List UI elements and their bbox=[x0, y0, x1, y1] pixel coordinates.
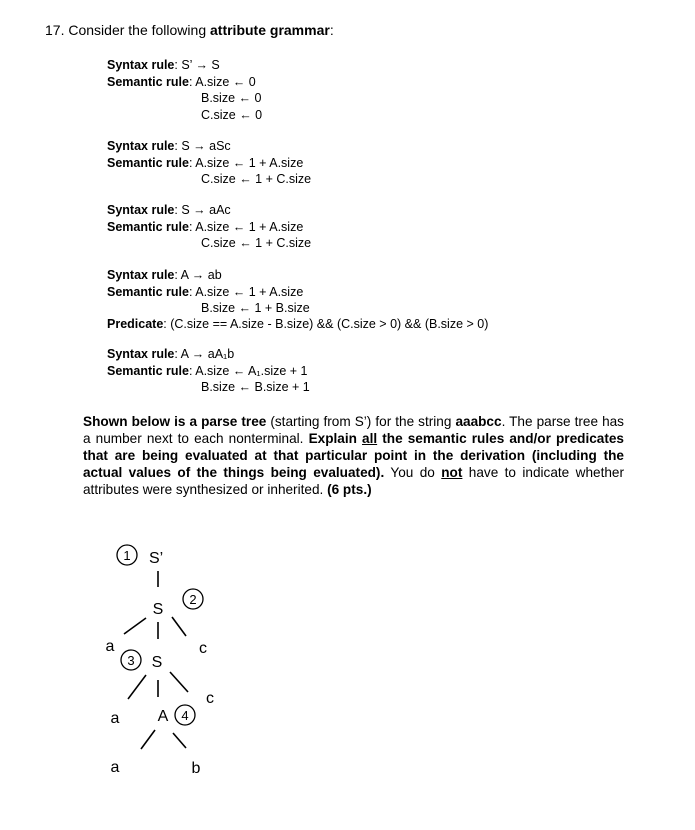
syntax-rule: : S’ → S bbox=[174, 58, 220, 72]
semantic-rule: : A.size ← 0 bbox=[188, 74, 256, 89]
syntax-label: Syntax rule bbox=[107, 203, 175, 217]
edge-s2-c1 bbox=[172, 617, 186, 636]
syntax-label: Syntax rule bbox=[107, 58, 175, 72]
para-text-4: . The parse tree has a number next to each nonterminal. bbox=[83, 414, 624, 446]
semantic-rule-continuation: B.size ← 0 bbox=[201, 91, 262, 105]
node-root-s-prime: S’ bbox=[149, 550, 164, 567]
para-points: (6 pts.) bbox=[327, 482, 372, 497]
edge-s2-a1 bbox=[124, 618, 146, 634]
question-intro: Consider the following bbox=[68, 22, 207, 38]
syntax-rule: : A → aA₁b bbox=[174, 347, 235, 361]
para-text-10: have to indicate whether attributes were synthesized or inherited. bbox=[83, 465, 624, 497]
leaf-c1: c bbox=[199, 640, 207, 657]
question-colon: : bbox=[329, 22, 334, 38]
para-bold-7: the semantic rules and/or predicates that are being evaluated at that particular point in the derivation (including the actual values of the things being evaluated). bbox=[83, 431, 624, 480]
para-text-2: (starting from S’) for the string bbox=[266, 414, 456, 429]
para-underline-all: all bbox=[362, 431, 378, 446]
edge-a-b bbox=[173, 733, 186, 748]
edge-a-a3 bbox=[141, 730, 155, 749]
node-number-1: 1 bbox=[123, 548, 131, 563]
para-bold-5: Explain bbox=[308, 431, 363, 446]
edge-s3-a2 bbox=[128, 675, 146, 699]
semantic-rule: : A.size ← 1 + A.size bbox=[188, 219, 304, 234]
para-text-8: You do bbox=[384, 465, 442, 480]
syntax-rule: : A → ab bbox=[174, 268, 222, 282]
leaf-c2: c bbox=[206, 690, 214, 707]
semantic-rule-continuation: C.size ← 1 + C.size bbox=[201, 172, 312, 186]
para-string: aaabcc bbox=[455, 414, 502, 429]
semantic-rule: : A.size ← 1 + A.size bbox=[188, 284, 304, 299]
syntax-label: Syntax rule bbox=[107, 139, 175, 153]
leaf-a3: a bbox=[110, 759, 120, 776]
edge-s3-c2 bbox=[170, 672, 188, 692]
leaf-a1: a bbox=[105, 638, 115, 655]
semantic-rule-continuation: C.size ← 0 bbox=[201, 107, 263, 122]
question-bold-term: attribute grammar bbox=[210, 22, 330, 38]
semantic-rule-continuation: C.size ← 1 + C.size bbox=[201, 236, 312, 250]
semantic-rule: : A.size ← 1 + A.size bbox=[188, 155, 304, 170]
semantic-label: Semantic rule bbox=[107, 284, 189, 299]
syntax-rule: : S → aAc bbox=[174, 203, 231, 217]
node-number-3: 3 bbox=[127, 653, 135, 668]
syntax-rule: : S → aSc bbox=[174, 139, 231, 153]
leaf-b: b bbox=[191, 760, 201, 777]
semantic-label: Semantic rule bbox=[107, 363, 189, 378]
para-underline-not: not bbox=[441, 465, 463, 480]
node-s3: S bbox=[151, 654, 163, 671]
semantic-label: Semantic rule bbox=[107, 74, 189, 89]
syntax-label: Syntax rule bbox=[107, 268, 175, 282]
syntax-label: Syntax rule bbox=[107, 347, 175, 361]
node-number-4: 4 bbox=[181, 708, 189, 723]
semantic-rule-continuation: B.size ← B.size + 1 bbox=[201, 380, 310, 394]
node-number-2: 2 bbox=[189, 592, 197, 607]
leaf-a2: a bbox=[110, 710, 120, 727]
para-bold-1: Shown below is a parse tree bbox=[83, 414, 267, 429]
predicate-rule: : (C.size == A.size - B.size) && (C.size > 0) && (B.size > 0) bbox=[163, 317, 489, 331]
semantic-rule: : A.size ← A₁.size + 1 bbox=[188, 363, 308, 378]
semantic-label: Semantic rule bbox=[107, 155, 189, 170]
semantic-label: Semantic rule bbox=[107, 219, 189, 234]
predicate-label: Predicate bbox=[107, 317, 164, 331]
question-number: 17. bbox=[45, 22, 65, 38]
node-s2: S bbox=[152, 601, 164, 618]
semantic-rule-continuation: B.size ← 1 + B.size bbox=[201, 300, 310, 315]
node-a: A bbox=[157, 708, 169, 725]
